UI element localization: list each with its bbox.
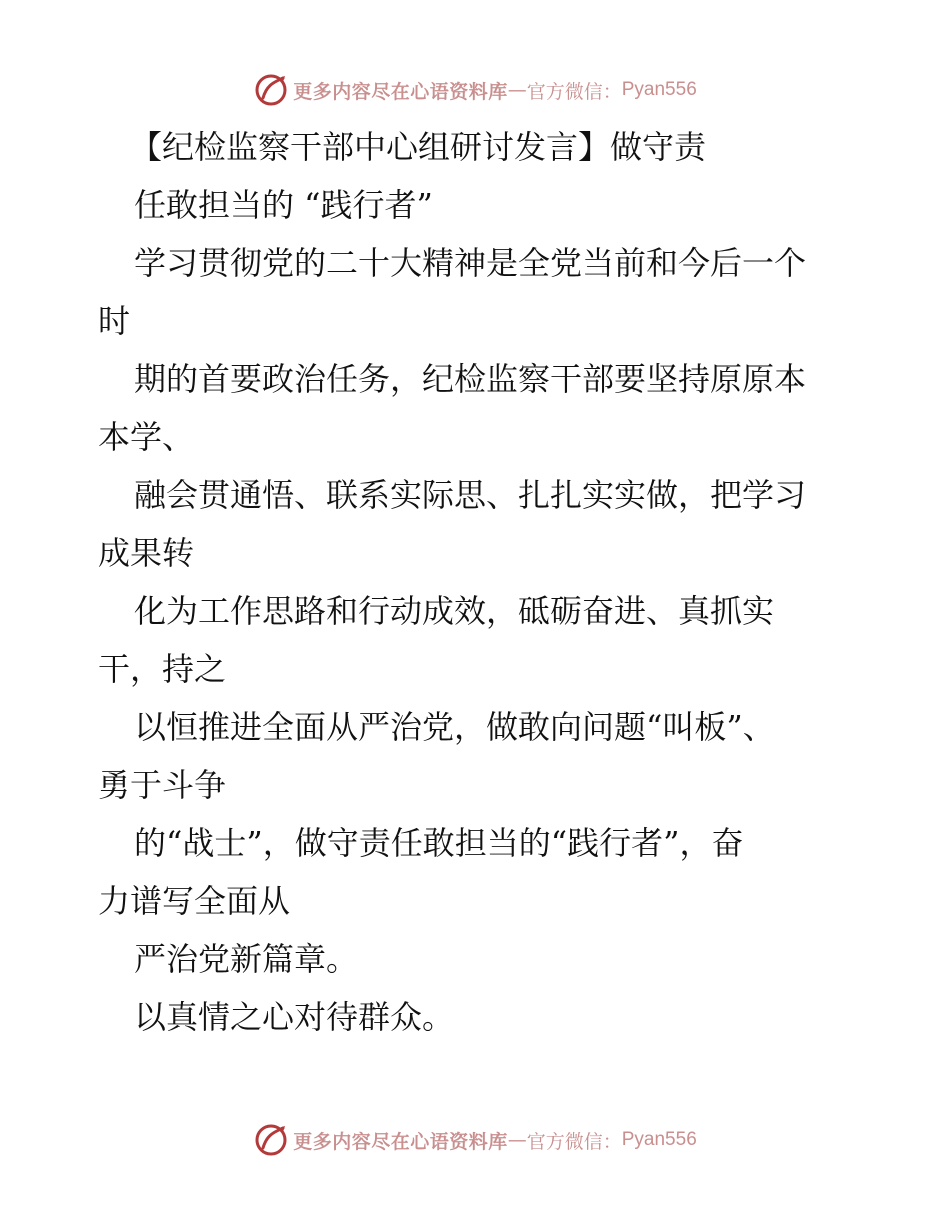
header-wechat-label: 官方微信：	[526, 80, 622, 103]
header-site-text: 更多内容尽在心语资料库	[293, 80, 508, 103]
document-line: 的“战士”，做守责任敢担当的“践行者”，奋	[134, 824, 744, 862]
document-line: 【纪检监察干部中心组研讨发言】做守责	[130, 128, 707, 166]
document-line: 勇于斗争	[98, 766, 227, 804]
document-line: 化为工作思路和行动成效，砥砺奋进、真抓实	[134, 592, 775, 630]
document-line: 干，持之	[98, 650, 227, 688]
document-line: 以恒推进全面从严治党，做敢向问题“叫板”、	[134, 708, 775, 746]
document-line: 期的首要政治任务，纪检监察干部要坚持原原本	[134, 360, 807, 398]
site-logo-icon	[253, 72, 289, 108]
document-line: 成果转	[98, 534, 195, 572]
document-line: 学习贯彻党的二十大精神是全党当前和今后一个	[134, 244, 807, 282]
site-logo-icon	[253, 1122, 289, 1158]
footer-separator: —	[507, 1129, 527, 1151]
document-line: 严治党新篇章。	[134, 940, 359, 978]
document-line: 力谱写全面从	[98, 882, 291, 920]
document-line: 融会贯通悟、联系实际思、扎扎实实做，把学习	[134, 476, 807, 514]
footer-site-text: 更多内容尽在心语资料库	[293, 1130, 508, 1153]
document-line: 任敢担当的 “践行者”	[134, 186, 433, 224]
footer-wechat-id: Pyan556	[621, 1129, 697, 1150]
document-line: 本学、	[98, 418, 195, 456]
header-wechat-id: Pyan556	[621, 79, 697, 100]
footer-wechat-label: 官方微信：	[526, 1130, 622, 1153]
document-line: 以真情之心对待群众。	[134, 998, 455, 1036]
document-line: 时	[98, 302, 131, 340]
footer-watermark	[0, 1120, 950, 1160]
header-watermark	[0, 70, 950, 110]
header-separator: —	[507, 79, 527, 101]
